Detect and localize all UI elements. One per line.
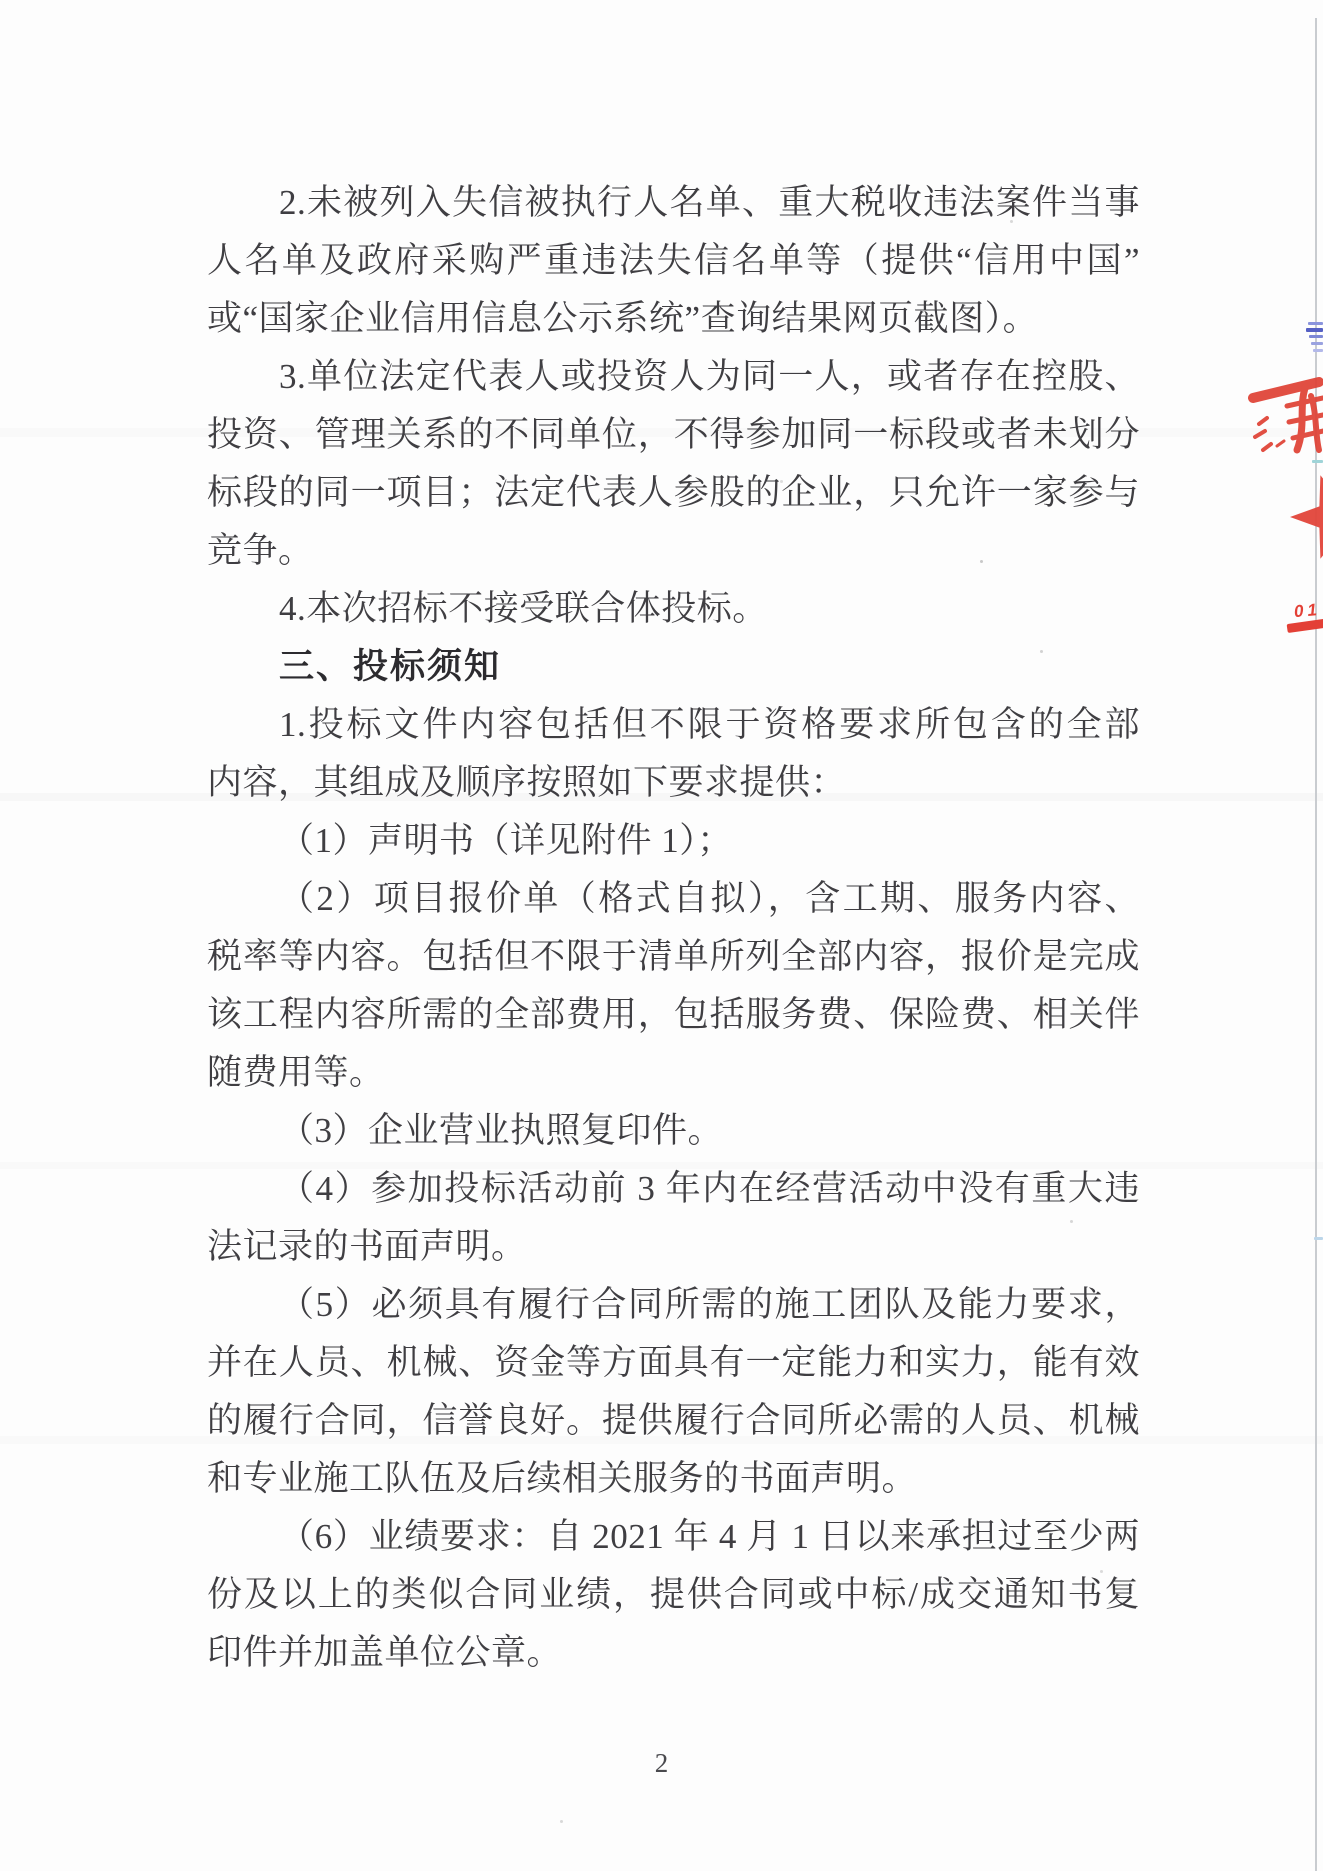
- document-body: [207, 174, 1140, 1682]
- text-line: 1.投标文件内容包括但不限于资格要求所包含的全部: [279, 705, 1140, 744]
- seal-serial-number: 01: [1293, 599, 1322, 622]
- page-number: 2: [654, 1748, 669, 1778]
- text-line: （5）必须具有履行合同所需的施工团队及能力要求，: [279, 1285, 1140, 1324]
- text-line: 内容，其组成及顺序按照如下要求提供：: [207, 763, 847, 802]
- text-line: 人名单及政府采购严重违法失信名单等（提供“信用中国”: [207, 241, 1140, 280]
- section-heading: 三、投标须知: [279, 647, 502, 686]
- text-line: 印件并加盖单位公章。: [207, 1633, 563, 1672]
- text-line: 标段的同一项目；法定代表人参股的企业，只允许一家参与: [207, 473, 1140, 512]
- ink-mark: [1314, 1237, 1323, 1240]
- text-line: 或“国家企业信用信息公示系统”查询结果网页截图）。: [207, 299, 1039, 338]
- text-line: 随费用等。: [207, 1053, 385, 1092]
- text-line: 2.未被列入失信被执行人名单、重大税收违法案件当事: [279, 183, 1140, 222]
- seal-star-icon: [1290, 475, 1323, 559]
- text-line: （4）参加投标活动前 3 年内在经营活动中没有重大违: [279, 1169, 1140, 1208]
- scan-edge-line: [1315, 18, 1317, 1871]
- text-line: 份及以上的类似合同业绩，提供合同或中标/成交通知书复: [207, 1575, 1140, 1614]
- text-line: 竞争。: [207, 531, 314, 570]
- text-line: 该工程内容所需的全部费用，包括服务费、保险费、相关伴: [207, 995, 1140, 1034]
- text-line: 和专业施工队伍及后续相关服务的书面声明。: [207, 1459, 918, 1498]
- text-line: 3.单位法定代表人或投资人为同一人，或者存在控股、: [279, 357, 1140, 396]
- text-line: （6）业绩要求：自 2021 年 4 月 1 日以来承担过至少两: [279, 1517, 1140, 1556]
- text-line: （3）企业营业执照复印件。: [279, 1111, 724, 1150]
- text-line: 税率等内容。包括但不限于清单所列全部内容，报价是完成: [207, 937, 1140, 976]
- text-line: 4.本次招标不接受联合体投标。: [279, 589, 768, 628]
- text-line: （1）声明书（详见附件 1）；: [279, 821, 733, 860]
- text-line: 的履行合同，信誉良好。提供履行合同所必需的人员、机械: [207, 1401, 1140, 1440]
- text-line: 法记录的书面声明。: [207, 1227, 527, 1266]
- text-line: 并在人员、机械、资金等方面具有一定能力和实力，能有效: [207, 1343, 1140, 1382]
- text-line: 投资、管理关系的不同单位，不得参加同一标段或者未划分: [207, 415, 1140, 454]
- text-line: （2）项目报价单（格式自拟），含工期、服务内容、: [279, 879, 1140, 918]
